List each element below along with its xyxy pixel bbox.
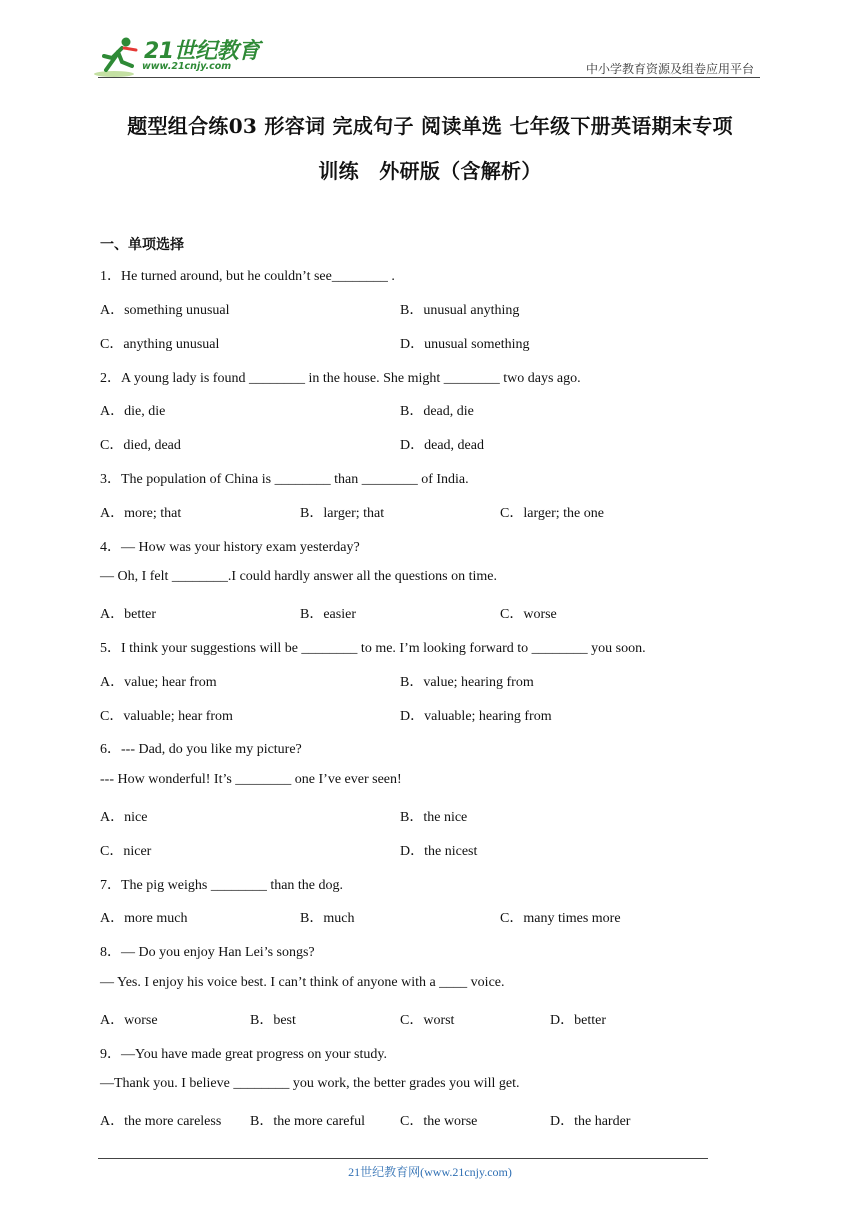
question-8-option-c: C．worst xyxy=(400,1013,455,1028)
question-8-option-b: B．best xyxy=(250,1013,296,1028)
question-1-option-a: A．something unusual xyxy=(100,303,230,318)
question-4-option-a: A．better xyxy=(100,607,156,622)
question-3-option-b: B．larger; that xyxy=(300,506,385,521)
question-4-option-c: C．worse xyxy=(500,607,557,622)
footer-text: 21世纪教育网(www.21cnjy.com) xyxy=(348,1165,512,1179)
header-divider xyxy=(98,77,760,78)
question-9-stem-2: —Thank you. I believe ________ you work, the better grades you will get. xyxy=(100,1076,520,1091)
question-3-option-a: A．more; that xyxy=(100,506,182,521)
section-heading: 一、单项选择 xyxy=(100,237,184,253)
question-7-stem: 7．The pig weighs ________ than the dog. xyxy=(100,878,344,893)
question-9-option-a: A．the more careless xyxy=(100,1114,222,1129)
question-2-option-b: B．dead, die xyxy=(400,404,474,419)
question-6-stem: 6．--- Dad, do you like my picture? xyxy=(100,742,302,757)
logo-url: www.21cnjy.com xyxy=(142,61,232,72)
question-1-option-c: C．anything unusual xyxy=(100,337,220,352)
site-logo xyxy=(92,34,262,78)
runner-logo-icon xyxy=(92,34,144,78)
question-6-option-c: C．nicer xyxy=(100,844,152,859)
question-9-stem: 9．—You have made great progress on your study. xyxy=(100,1047,387,1062)
question-8-stem-2: — Yes. I enjoy his voice best. I can’t think of anyone with a ____ voice. xyxy=(100,975,505,990)
footer-divider xyxy=(98,1158,708,1159)
question-6-option-b: B．the nice xyxy=(400,810,468,825)
question-7-option-b: B．much xyxy=(300,911,355,926)
question-2-option-d: D．dead, dead xyxy=(400,438,484,453)
question-2-option-a: A．die, die xyxy=(100,404,166,419)
question-1-stem: 1．He turned around, but he couldn’t see________ . xyxy=(100,269,395,284)
question-2-stem: 2．A young lady is found ________ in the house. She might ________ two days ago. xyxy=(100,371,581,386)
question-4-stem: 4．— How was your history exam yesterday? xyxy=(100,540,360,555)
question-8-option-a: A．worse xyxy=(100,1013,158,1028)
question-6-stem-2: --- How wonderful! It’s ________ one I’ve ever seen! xyxy=(100,772,402,787)
logo-text: 21世纪教育 xyxy=(144,39,260,64)
question-2-option-c: C．died, dead xyxy=(100,438,181,453)
question-5-option-b: B．value; hearing from xyxy=(400,675,534,690)
question-6-option-d: D．the nicest xyxy=(400,844,478,859)
question-4-stem-2: — Oh, I felt ________.I could hardly answer all the questions on time. xyxy=(100,569,497,584)
question-3-option-c: C．larger; the one xyxy=(500,506,604,521)
question-8-stem: 8．— Do you enjoy Han Lei’s songs? xyxy=(100,945,315,960)
question-5-option-c: C．valuable; hear from xyxy=(100,709,233,724)
question-5-option-a: A．value; hear from xyxy=(100,675,217,690)
page-header xyxy=(0,0,860,80)
question-6-option-a: A．nice xyxy=(100,810,148,825)
question-7-option-a: A．more much xyxy=(100,911,188,926)
question-9-option-b: B．the more careful xyxy=(250,1114,366,1129)
question-9-option-c: C．the worse xyxy=(400,1114,478,1129)
question-5-option-d: D．valuable; hearing from xyxy=(400,709,552,724)
page-title-line-1: 题型组合练03 形容词 完成句子 阅读单选 七年级下册英语期末专项 xyxy=(127,114,733,138)
platform-name: 中小学教育资源及组卷应用平台 xyxy=(585,62,754,76)
question-8-option-d: D．better xyxy=(550,1013,606,1028)
page-title-line-2: 训练 外研版（含解析） xyxy=(318,159,542,183)
question-7-option-c: C．many times more xyxy=(500,911,621,926)
question-9-option-d: D．the harder xyxy=(550,1114,631,1129)
question-1-option-d: D．unusual something xyxy=(400,337,530,352)
question-4-option-b: B．easier xyxy=(300,607,356,622)
question-5-stem: 5．I think your suggestions will be ________ to me. I’m looking forward to ________ you soon. xyxy=(100,641,646,656)
question-3-stem: 3．The population of China is ________ than ________ of India. xyxy=(100,472,469,487)
question-1-option-b: B．unusual anything xyxy=(400,303,520,318)
